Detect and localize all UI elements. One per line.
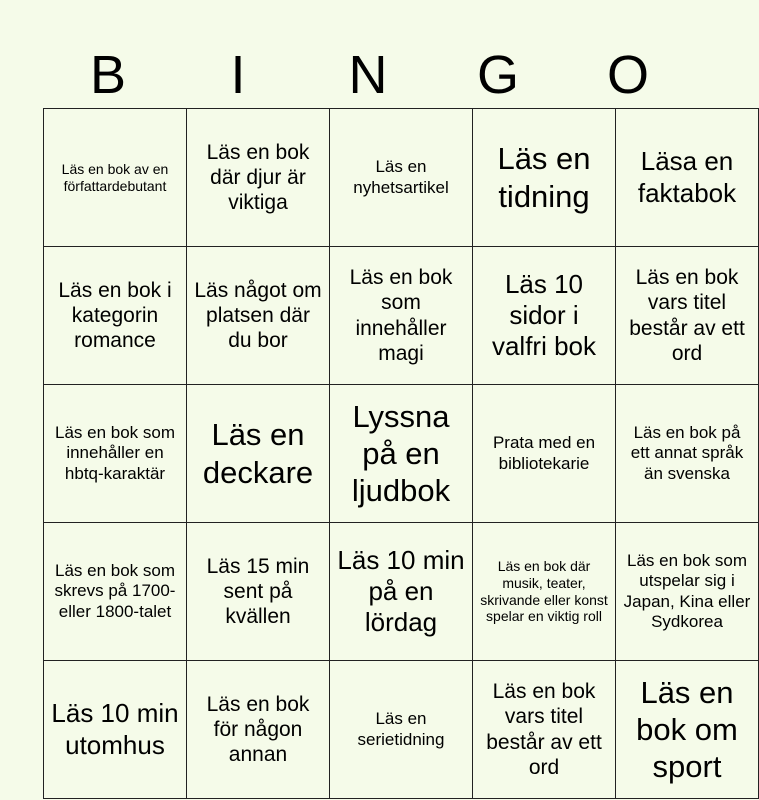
bingo-cell[interactable]: Läs en bok vars titel består av ett ord xyxy=(616,247,759,385)
bingo-cell[interactable]: Läs en tidning xyxy=(473,109,616,247)
header-letter-o: O xyxy=(606,45,649,105)
bingo-cell[interactable]: Läs en bok där djur är viktiga xyxy=(187,109,330,247)
board-row xyxy=(44,661,759,799)
bingo-cell[interactable]: Läs en bok för någon annan xyxy=(187,661,330,799)
bingo-cell[interactable]: Läs 10 min utomhus xyxy=(44,661,187,799)
bingo-cell[interactable]: Läs en serietidning xyxy=(330,661,473,799)
bingo-cell[interactable]: Läs en bok av en författardebutant xyxy=(44,109,187,247)
header-letter-g: G xyxy=(476,45,519,105)
bingo-cell[interactable]: Läs 10 sidor i valfri bok xyxy=(473,247,616,385)
bingo-cell[interactable]: Läs en bok där musik, teater, skrivande eller konst spelar en viktig roll xyxy=(473,523,616,661)
bingo-cell[interactable]: Läs en bok som skrevs på 1700- eller 1800-talet xyxy=(44,523,187,661)
board-row xyxy=(44,385,759,523)
header-letter-n: N xyxy=(348,45,388,105)
board-row xyxy=(44,523,759,661)
bingo-cell[interactable]: Läs något om platsen där du bor xyxy=(187,247,330,385)
bingo-cell[interactable]: Läs en bok som utspelar sig i Japan, Kina eller Sydkorea xyxy=(616,523,759,661)
header-letter-b: B xyxy=(89,45,127,105)
bingo-cell[interactable]: Läs en bok som innehåller magi xyxy=(330,247,473,385)
bingo-cell[interactable]: Läs en deckare xyxy=(187,385,330,523)
bingo-cell[interactable]: Läs en bok som innehåller en hbtq-karaktär xyxy=(44,385,187,523)
bingo-cell[interactable]: Lyssna på en ljudbok xyxy=(330,385,473,523)
bingo-cell[interactable]: Läs 10 min på en lördag xyxy=(330,523,473,661)
bingo-cell[interactable]: Läs en bok på ett annat språk än svenska xyxy=(616,385,759,523)
bingo-header xyxy=(43,42,693,108)
bingo-cell[interactable]: Läs en nyhetsartikel xyxy=(330,109,473,247)
bingo-cell[interactable]: Läs en bok i kategorin romance xyxy=(44,247,187,385)
bingo-cell[interactable]: Prata med en bibliotekarie xyxy=(473,385,616,523)
board-row xyxy=(44,247,759,385)
board-row xyxy=(44,109,759,247)
header-letter-i: I xyxy=(230,45,246,105)
bingo-cell[interactable]: Läs 15 min sent på kvällen xyxy=(187,523,330,661)
bingo-cell[interactable]: Läs en bok vars titel består av ett ord xyxy=(473,661,616,799)
bingo-board xyxy=(43,108,759,799)
bingo-cell[interactable]: Läs en bok om sport xyxy=(616,661,759,799)
bingo-cell[interactable]: Läsa en faktabok xyxy=(616,109,759,247)
